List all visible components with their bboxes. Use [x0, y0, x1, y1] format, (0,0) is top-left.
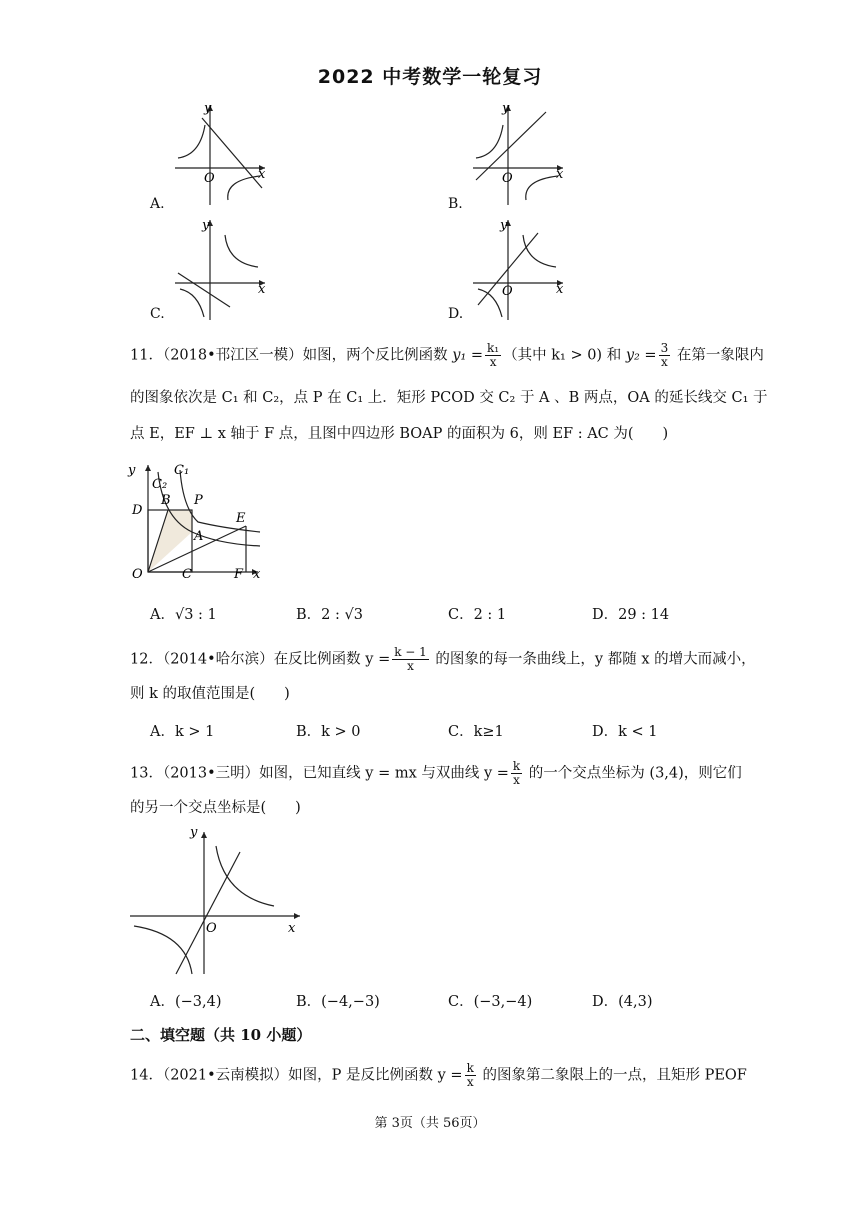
q11-fig-f: F	[234, 567, 244, 582]
q14-fraction	[465, 1062, 476, 1089]
q11-fig-e: E	[236, 511, 246, 526]
q13-option-c: C．(−3,−4)	[448, 994, 533, 1010]
graph-b	[468, 100, 578, 210]
graph-c	[170, 215, 280, 325]
axis-y-label: y	[500, 218, 508, 233]
q11-fig-c1: C₁	[174, 463, 190, 478]
q11-mid1: （其中 k₁ > 0) 和	[503, 347, 626, 364]
q14-line1-suffix: 的图象第二象限上的一点，且矩形 PEOF	[477, 1067, 747, 1084]
q12-frac-den: x	[407, 659, 414, 673]
q11-frac1-num: k₁	[487, 341, 500, 355]
q13-line1-suffix: 的一个交点坐标为 (3,4)，则它们	[524, 765, 742, 782]
axis-x-label: x	[258, 282, 266, 297]
q12-line-2: 则 k 的取值范围是( )	[130, 686, 290, 702]
q11-fig-a: A	[194, 529, 204, 544]
q11-y1: y₁ =	[452, 347, 484, 364]
q13-option-a: A．(−3,4)	[150, 994, 222, 1010]
q12-line1-prefix: 12．（2014•哈尔滨）在反比例函数 y =	[130, 651, 391, 668]
q11-fig-d: D	[132, 503, 143, 518]
axis-o-label: O	[502, 284, 513, 299]
q13-frac-den: x	[513, 773, 520, 787]
q11-fig-p: P	[194, 493, 203, 508]
axis-x-label: x	[288, 921, 296, 936]
q11-line-2: 的图象依次是 C₁ 和 C₂，点 P 在 C₁ 上．矩形 PCOD 交 C₂ 于 A 、B 两点，OA 的延长线交 C₁ 于	[130, 390, 768, 406]
q11-frac2-den: x	[661, 355, 668, 369]
q11-fig-o: O	[132, 567, 143, 582]
option-c-label: C.	[150, 306, 165, 322]
q13-figure	[128, 824, 308, 984]
option-b-label: B.	[448, 196, 463, 212]
q11-frac1-den: x	[489, 355, 497, 369]
axis-y-label: y	[202, 218, 210, 233]
axis-y-label: y	[204, 101, 212, 116]
page-footer: 第 3页（共 56页）	[374, 1116, 486, 1131]
q11-line-1	[130, 342, 764, 369]
q11-fig-c2: C₂	[152, 477, 168, 492]
q12-frac-num: k − 1	[394, 645, 427, 659]
q12-option-d: D．k < 1	[592, 724, 658, 740]
q11-fraction-1	[485, 342, 501, 369]
axis-y-label: y	[502, 101, 510, 116]
q13-option-b: B．(−4,−3)	[296, 994, 380, 1010]
q11-fig-x: x	[253, 567, 261, 582]
q12-line1-suffix: 的图象的每一条曲线上，y 都随 x 的增大而减小，	[430, 651, 756, 668]
q11-option-d: D．29 : 14	[592, 607, 670, 623]
q14-line1-prefix: 14．（2021•云南模拟）如图，P 是反比例函数 y =	[130, 1067, 463, 1084]
graph-a	[170, 100, 280, 210]
q13-frac-num: k	[512, 759, 521, 773]
q11-fig-b: B	[161, 493, 171, 508]
q11-frac2-num: 3	[660, 341, 669, 355]
graph-d	[468, 215, 578, 325]
q11-option-b: B．2 : √3	[296, 607, 363, 623]
q12-line-1	[130, 646, 756, 673]
q13-fraction	[511, 760, 522, 787]
page-title: 2022 中考数学一轮复习	[317, 66, 543, 88]
option-d-label: D.	[448, 306, 464, 322]
axis-x-label: x	[556, 282, 564, 297]
q13-line1-prefix: 13．（2013•三明）如图，已知直线 y = mx 与双曲线 y =	[130, 765, 509, 782]
section-heading: 二、填空题（共 10 小题）	[130, 1026, 312, 1044]
q11-figure	[128, 460, 268, 585]
q13-line-2: 的另一个交点坐标是( )	[130, 800, 301, 816]
axis-o-label: O	[502, 171, 513, 186]
q11-fraction-2	[659, 342, 671, 369]
q14-line-1	[130, 1062, 747, 1089]
q13-line-1	[130, 760, 742, 787]
q11-y2: y₂ =	[625, 347, 657, 364]
q11-fig-c: C	[182, 567, 192, 582]
option-a-label: A.	[150, 196, 165, 212]
q11-option-c: C．2 : 1	[448, 607, 507, 623]
axis-x-label: x	[258, 167, 266, 182]
q11-line1-prefix: 11．（2018•邗江区一模）如图，两个反比例函数	[130, 347, 453, 364]
q12-option-a: A．k > 1	[150, 724, 215, 740]
axis-o-label: O	[206, 921, 217, 936]
q11-fig-y: y	[128, 463, 136, 478]
q11-line1-suffix: 在第一象限内	[672, 347, 764, 364]
q12-option-b: B．k > 0	[296, 724, 361, 740]
q13-option-d: D．(4,3)	[592, 994, 653, 1010]
q12-option-c: C．k≥1	[448, 724, 504, 740]
axis-y-label: y	[190, 825, 198, 840]
q12-fraction	[392, 646, 429, 673]
q11-line-3: 点 E，EF ⊥ x 轴于 F 点，且图中四边形 BOAP 的面积为 6，则 EF : AC 为( )	[130, 426, 669, 442]
q14-frac-den: x	[466, 1075, 474, 1089]
axis-x-label: x	[556, 167, 564, 182]
axis-o-label: O	[204, 171, 215, 186]
q14-frac-num: k	[466, 1061, 474, 1075]
q11-option-a: A．√3 : 1	[150, 607, 217, 623]
